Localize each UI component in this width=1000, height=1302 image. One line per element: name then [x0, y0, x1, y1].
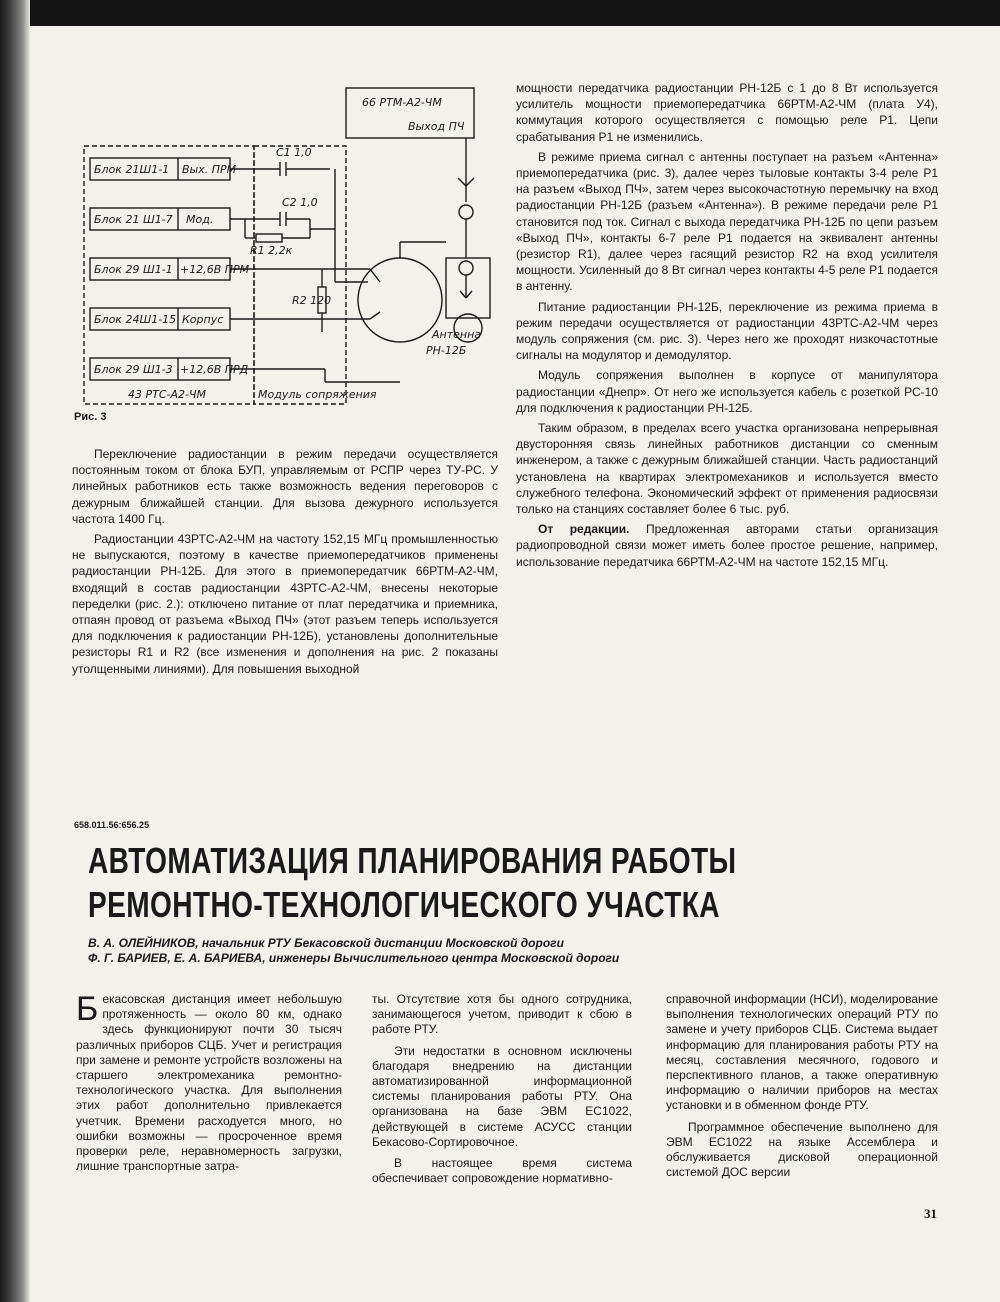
article-column-1: [76, 992, 342, 1180]
module-label: Модуль сопряжения: [258, 388, 377, 401]
right-column: [516, 80, 938, 574]
r2-label: R2 120: [292, 294, 332, 307]
rtm-title-label: 66 РТМ-А2-ЧМ: [362, 96, 442, 109]
block-5-tag: +12,6В ПРД: [180, 363, 249, 376]
magazine-page: [40, 26, 990, 1302]
paragraph: Питание радиостанции РН-12Б, переключение из режима приема в режим передачи осуществляется от радиостанции 43РТС-А2-ЧМ через модуль сопряжения (см. рис. 3). Через него же проходят низкочастотные сигналы на модулятор и демодулятор.: [516, 299, 938, 363]
article-title: [88, 839, 774, 927]
paragraph: В настоящее время система обеспечивает сопровождение нормативно-: [372, 1156, 632, 1186]
paragraph: Переключение радиостанции в режим передачи осуществляется постоянным током от блока БУП, управляемым от РСПР через ТУ-РС. У линейных работников есть также возможность ведения переговоров с дежурным ближайшей станции. Для вызова дежурного используется частота 1400 Гц.: [72, 447, 498, 526]
block-1-label: Блок 21Ш1-1: [94, 163, 170, 176]
scan-top-edge: [30, 0, 1000, 26]
editor-note-label: От редакции.: [538, 522, 630, 537]
editor-note: [516, 521, 938, 570]
block-4-label: Блок 24Ш1-15: [94, 313, 177, 326]
paragraph: Модуль сопряжения выполнен в корпусе от манипулятора радиостанции «Днепр». От него же используется кабель с розеткой РС-10 для подключения к радиостанции РН-12Б.: [516, 368, 938, 415]
circuit-svg: [70, 82, 500, 422]
article-column-2: [372, 992, 632, 1192]
paragraph: Радиостанции 43РТС-А2-ЧМ на частоту 152,15 МГц промышленностью не выпускаются, поэтому в качестве приемопередатчиков применены радиостанции РН-12Б. Для этого в приемопередатчик 66РТМ-А2-ЧМ, входящий в состав радиостанции 43РТС-А2-ЧМ, внесены некоторые переделки (рис. 2.): отключено питание от плат передатчика и приемника, отпаян провод от разъема «Выход ПЧ» (этот разъем теперь используется для подключения к радиостанции РН-12Б), установлены дополнительные резисторы R1 и R2 (все изменения и дополнения на рис. 2 показаны утолщенными линиями). Для повышения выходной: [72, 532, 498, 676]
author-line-2: Ф. Г. БАРИЕВ, Е. А. БАРИЕВА, инженеры Вычислительного центра Московской дороги: [88, 951, 620, 965]
block-2-label: Блок 21 Ш1-7: [94, 213, 173, 226]
rtm-output-label: Выход ПЧ: [408, 120, 465, 133]
udc-code: 658.011.56:656.25: [74, 820, 150, 830]
rn-label: РН-12Б: [426, 344, 467, 357]
rtc-label: 43 РТС-А2-ЧМ: [128, 388, 207, 401]
paragraph: [76, 992, 342, 1174]
block-3-label: Блок 29 Ш1-1: [94, 263, 173, 276]
block-1-tag: Вых. ПРМ: [182, 163, 237, 176]
antenna-label: Антенна: [432, 328, 482, 341]
paragraph: ты. Отсутствие хотя бы одного сотрудника, занимающегося учетом, приводит к сбою в работе РТУ.: [372, 992, 632, 1037]
paragraph: Таким образом, в пределах всего участка организована непрерывная двусторонняя связь линейных работников дистанции со сменным инженером, а также с дежурным ближайшей станции. Часть радиостанций установлена на квартирах электромехаников и используется вместо служебного телефона. Экономический эффект от применения радиосвязи только на станциях составляет более 6 тыс. руб.: [516, 421, 938, 517]
author-line-1: В. А. ОЛЕЙНИКОВ, начальник РТУ Бекасовской дистанции Московской дороги: [88, 936, 564, 950]
title-line-2: РЕМОНТНО-ТЕХНОЛОГИЧЕСКОГО УЧАСТКА: [88, 884, 720, 925]
c1-label: С1 1,0: [276, 146, 312, 159]
authors: [88, 936, 948, 966]
block-4-tag: Корпус: [182, 313, 224, 326]
paragraph-text: екасовская дистанция имеет небольшую протяженность — около 80 км, однако здесь функционируют почти 30 тысяч различных приборов СЦБ. Учет и регистрация при замене и ремонте устройств возложены на старшего электромеханика ремонтно-технологического участка. Для выполнения этих работ дополнительно привлекается учетчик. Времени расходуется много, но ошибки возможны — просроченное время проверки реле, неравномерность загрузки, лишние транспортные затра-: [76, 992, 342, 1174]
paragraph: Эти недостатки в основном исключены благодаря внедрению на дистанции автоматизированной информационной системы планирования работы РТУ. Она организована на базе ЭВМ ЕС1022, действующей в системе АСУСС станции Бекасово-Сортировочное.: [372, 1043, 632, 1149]
article-column-3: [666, 992, 938, 1186]
paragraph: В режиме приема сигнал с антенны поступает на разъем «Антенна» приемопередатчика (рис. 3), далее через тыловые контакты 3-4 реле Р1 на разъем «Выход ПЧ», затем через высокочастотную перемычку на вход радиостанции РН-12Б (разъем «Антенна»). В режиме передачи реле Р1 становится под ток. Сигнал с выхода передатчика РН-12Б по цепи разъем «Выход ПЧ», контакты 6-7 реле Р1 подается на эквивалент антенны (резистор R1), далее через гасящий резистор R2 на вход усилителя мощности. Усиленный до 8 Вт сигнал через контакты 4-5 реле Р1 подается в антенну.: [516, 149, 938, 294]
figure-caption: Рис. 3: [74, 411, 107, 423]
circuit-diagram: [70, 82, 500, 422]
block-5-label: Блок 29 Ш1-3: [94, 363, 173, 376]
paragraph: мощности передатчика радиостанции РН-12Б с 1 до 8 Вт используется усилитель мощности приемопередатчика 66РТМ-А2-ЧМ (плата У4), коммутация которого осуществляется с помощью реле Р1. Цепи срабатывания Р1 не изменились.: [516, 81, 938, 144]
editor-note-text: Предложенная авторами статьи организация радиопроводной связи может иметь более простое решение, например, использование передатчика 66РТМ-А2-ЧМ на частоте 152,15 МГц.: [516, 522, 938, 569]
c2-label: С2 1,0: [282, 196, 318, 209]
left-column: [72, 446, 498, 681]
paragraph: справочной информации (НСИ), моделирование выполнения технологических операций РТУ по замене и учету приборов СЦБ. Система выдает информацию для планирования работы РТУ на месяц, составления месячного, годового и перспективного планов, а также оперативную информацию о наличии приборов на местах установки и в обменном фонде РТУ.: [666, 992, 938, 1113]
r1-label: R1 2,2к: [250, 244, 293, 257]
title-line-1: АВТОМАТИЗАЦИЯ ПЛАНИРОВАНИЯ РАБОТЫ: [88, 840, 737, 881]
page-number: 31: [924, 1206, 937, 1221]
block-2-tag: Мод.: [186, 213, 214, 226]
paragraph: Программное обеспечение выполнено для ЭВМ ЕС1022 на языке Ассемблера и обслуживается дисковой операционной системой ДОС версии: [666, 1119, 938, 1180]
scan-left-edge: [0, 0, 30, 1302]
block-3-tag: +12,6В ПРМ: [180, 263, 250, 276]
drop-cap: Б: [76, 990, 99, 1028]
